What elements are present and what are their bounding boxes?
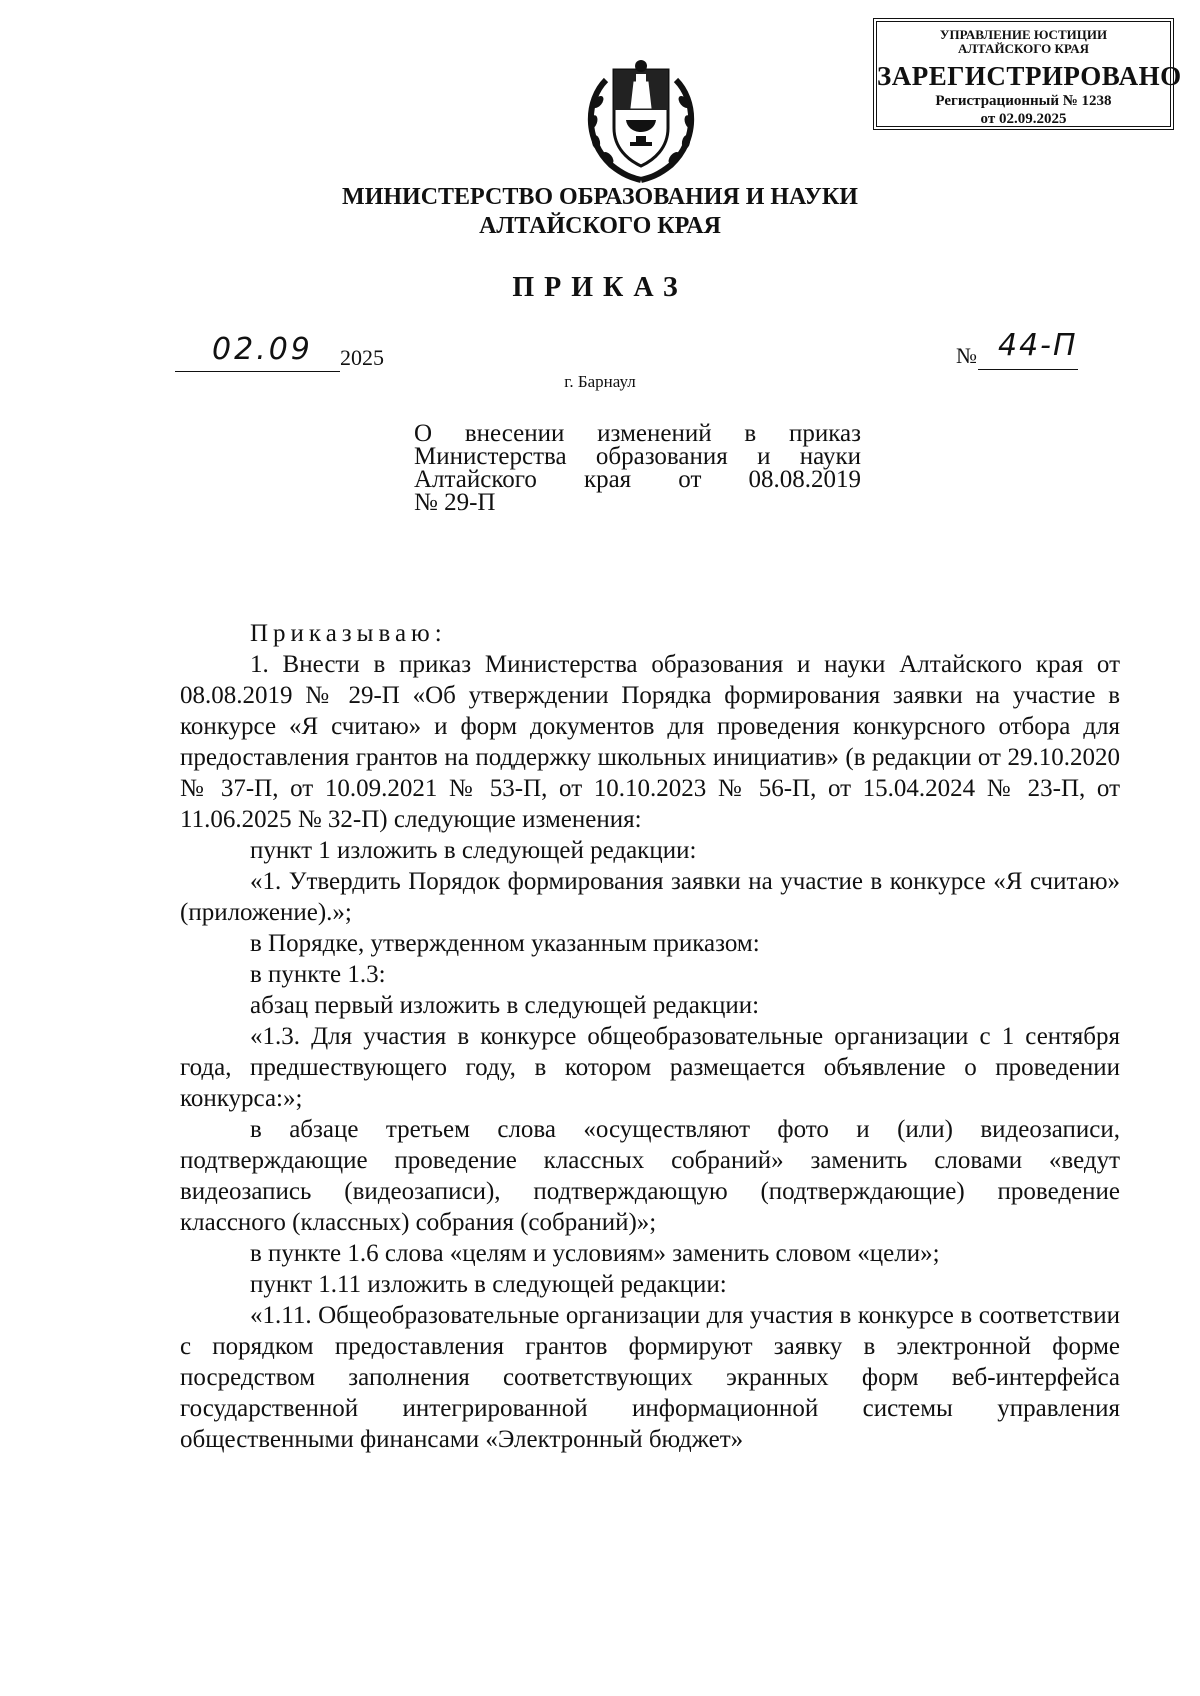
body-paragraph: пункт 1.11 изложить в следующей редакции: bbox=[250, 1271, 727, 1298]
city: г. Барнаул bbox=[564, 372, 636, 391]
order-date-handwritten: 02.09 bbox=[212, 332, 313, 367]
order-number-handwritten: 44-П bbox=[998, 328, 1078, 363]
order-year: 2025 bbox=[340, 345, 384, 370]
body-paragraph: «1. Утвердить Порядок формирования заявки на участие в конкурсе «Я считаю» (приложение).»; bbox=[180, 868, 1120, 926]
subject-line: Алтайского края от 08.08.2019 bbox=[414, 466, 861, 493]
body-paragraph: в абзаце третьем слова «осуществляют фото и (или) видеозаписи, подтверждающие проведение классных собраний» заменить словами «ведут видеозапись (видеозаписи), подтверждающую (подтверждающие) проведение классного (классных) собрания (собраний)»; bbox=[180, 1116, 1120, 1236]
subject-line: О внесении изменений в приказ bbox=[414, 420, 861, 447]
body-paragraph: в пункте 1.6 слова «целям и условиям» заменить словом «цели»; bbox=[250, 1240, 940, 1267]
body-paragraph: абзац первый изложить в следующей редакции: bbox=[250, 992, 760, 1019]
body-paragraph: 1. Внести в приказ Министерства образования и науки Алтайского края от 08.08.2019 № 29-П «Об утверждении Порядка формирования заявки на участие в конкурсе «Я считаю» и форм документов для проведения конкурсного отбора для предоставления грантов на поддержку школьных инициатив» (в редакции от 29.10.2020 № 37-П, от 10.09.2021 № 53-П, от 10.10.2023 № 56-П, от 15.04.2024 № 23-П, от 11.06.2025 № 32-П) следующие изменения: bbox=[180, 651, 1120, 833]
subject-line: Министерства образования и науки bbox=[414, 443, 861, 470]
coat-of-arms-icon bbox=[576, 40, 706, 185]
order-number-label: № bbox=[956, 343, 977, 368]
body-paragraph: пункт 1 изложить в следующей редакции: bbox=[250, 837, 697, 864]
ministry-name-line2: АЛТАЙСКОГО КРАЯ bbox=[479, 213, 721, 239]
body-paragraph: «1.3. Для участия в конкурсе общеобразовательные организации с 1 сентября года, предшествующего году, в котором размещается объявление о проведении конкурса:»; bbox=[180, 1023, 1120, 1112]
stamp-authority-line2: АЛТАЙСКОГО КРАЯ bbox=[958, 41, 1089, 56]
stamp-reg-date: от 02.09.2025 bbox=[980, 111, 1067, 127]
stamp-authority-line1: УПРАВЛЕНИЕ ЮСТИЦИИ bbox=[939, 27, 1108, 42]
body-paragraph: «1.11. Общеобразовательные организации для участия в конкурсе в соответствии с порядком предоставления грантов формируют заявку в электронной форме посредством заполнения соответствующих экранных форм веб-интерфейса государственной интегрированной информационной системы управления общественными финансами «Электронный бюджет» bbox=[180, 1302, 1120, 1453]
ministry-name-line1: МИНИСТЕРСТВО ОБРАЗОВАНИЯ И НАУКИ bbox=[342, 184, 858, 210]
stamp-status: ЗАРЕГИСТРИРОВАНО bbox=[877, 61, 1182, 91]
order-title: ПРИКАЗ bbox=[512, 272, 688, 303]
order-subject bbox=[414, 422, 861, 514]
stamp-reg-number: Регистрационный № 1238 bbox=[935, 93, 1112, 109]
subject-line: № 29-П bbox=[414, 489, 496, 516]
body-paragraph: в Порядке, утвержденном указанным приказом: bbox=[250, 930, 760, 957]
body-paragraph: в пункте 1.3: bbox=[250, 961, 386, 988]
registration-stamp bbox=[873, 18, 1182, 130]
order-body bbox=[180, 618, 1120, 1455]
order-preamble: Приказываю: bbox=[250, 620, 447, 647]
